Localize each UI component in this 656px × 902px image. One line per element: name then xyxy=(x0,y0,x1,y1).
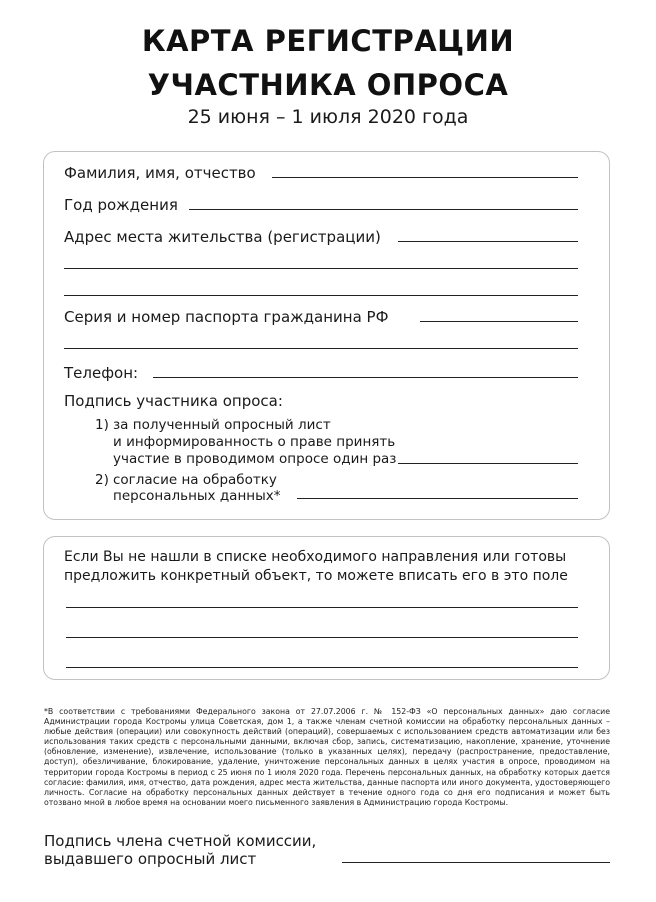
item2-text-line1: согласие на обработку xyxy=(113,472,277,488)
item2-signature-field[interactable] xyxy=(297,498,578,499)
item2-number: 2) xyxy=(95,472,109,488)
document-title-line2: УЧАСТНИКА ОПРОСА xyxy=(147,68,509,102)
full-name-field[interactable] xyxy=(272,177,578,178)
signature-heading: Подпись участника опроса: xyxy=(64,392,283,410)
item1-text-line3: участие в проводимом опросе один раз xyxy=(113,451,397,467)
suggestion-field-line1[interactable] xyxy=(66,607,578,608)
document-subtitle-dates: 25 июня – 1 июля 2020 года xyxy=(187,106,469,128)
address-label: Адрес места жительства (регистрации) xyxy=(64,228,381,246)
item1-number: 1) xyxy=(95,417,109,433)
personal-data-consent-footnote: *В соответствии с требованиями Федерального закона от 27.07.2006 г. № 152-ФЗ «О персональных данных» даю согласие Администрации города Костромы улица Советская, дом 1, а также членам счетной комиссии на обработку персональных данных – любые действия (операции) или совокупность действий (операций), совершаемых с использованием средств автоматизации или без использования таких средств с персональными данными, включая сбор, запись, систематизацию, накопление, хранение, уточнение (обновление, изменение), извлечение, использование (только в указанных целях), передачу (распространение, предоставление, доступ), обезличивание, блокирование, удаление, уничтожение персональных данных в целях участия в опросе, проводимом на территории города Костромы в период с 25 июня по 1 июля 2020 года. Перечень персональных данных, на обработку которых дается согласие: фамилия, имя, отчество, дата рождения, адрес места жительства, данные паспорта или иного документа, удостоверяющего личность. Согласие на обработку персональных данных действует в течение одного года со дня его подписания и может быть отозвано мной в любое время на основании моего письменного заявления в Администрацию города Костромы. xyxy=(44,707,611,807)
full-name-label: Фамилия, имя, отчество xyxy=(64,164,256,182)
commission-signature-label-line1: Подпись члена счетной комиссии, xyxy=(44,832,317,850)
commission-signature-label-line2: выдавшего опросный лист xyxy=(44,850,257,868)
item1-signature-field[interactable] xyxy=(398,463,578,464)
item1-text-line2: и информированность о праве принять xyxy=(113,434,396,450)
phone-field[interactable] xyxy=(153,377,578,378)
address-field-line2[interactable] xyxy=(64,268,578,269)
commission-signature-field[interactable] xyxy=(342,862,610,863)
address-field-line3[interactable] xyxy=(64,295,578,296)
address-field[interactable] xyxy=(398,241,578,242)
document-title-line1: КАРТА РЕГИСТРАЦИИ xyxy=(141,24,515,58)
suggestion-text-line2: предложить конкретный объект, то можете вписать его в это поле xyxy=(64,568,568,584)
passport-label: Серия и номер паспорта гражданина РФ xyxy=(64,308,389,326)
passport-field-line2[interactable] xyxy=(64,348,578,349)
suggestion-field-line3[interactable] xyxy=(66,667,578,668)
birth-year-label: Год рождения xyxy=(64,196,178,214)
item2-text-line2: персональных данных* xyxy=(113,488,281,504)
item1-text-line1: за полученный опросный лист xyxy=(113,417,331,433)
phone-label: Телефон: xyxy=(64,364,139,382)
passport-field[interactable] xyxy=(420,321,578,322)
suggestion-text-line1: Если Вы не нашли в списке необходимого направления или готовы xyxy=(64,549,567,565)
suggestion-field-line2[interactable] xyxy=(66,637,578,638)
birth-year-field[interactable] xyxy=(189,209,578,210)
